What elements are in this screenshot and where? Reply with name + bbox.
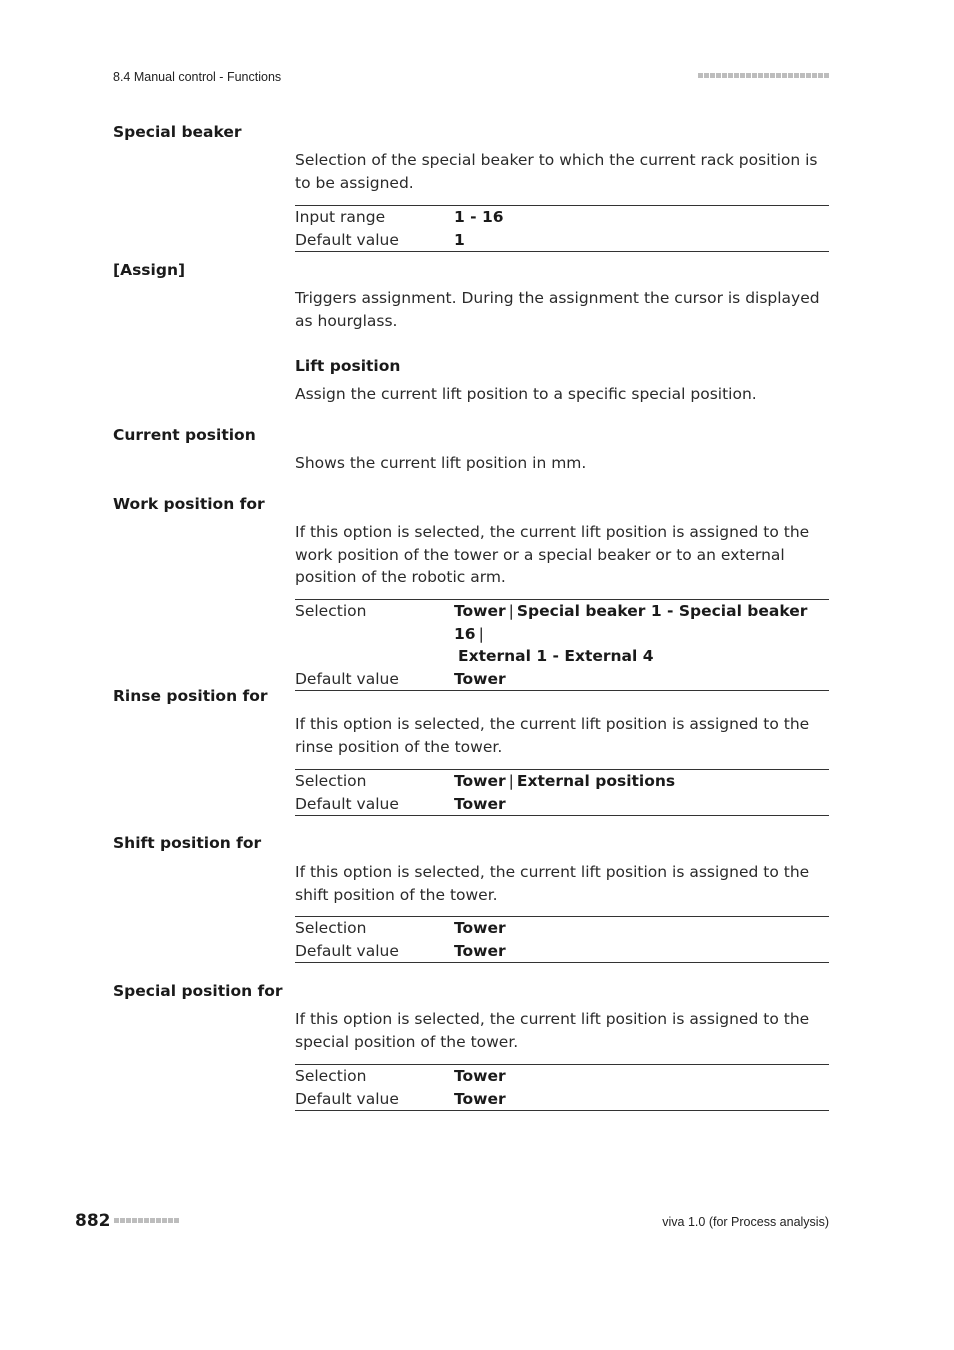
option-tower: Tower (454, 602, 506, 620)
running-header: 8.4 Manual control - Functions (113, 70, 282, 84)
table-row (295, 1088, 829, 1111)
spec-key: Selection (295, 1067, 367, 1085)
page-number: 882 (75, 1211, 111, 1231)
desc-assign: Triggers assignment. During the assignment the cursor is displayed as hourglass. (295, 289, 820, 330)
spec-value: 1 - 16 (454, 208, 504, 226)
term-special-position: Special position for (113, 982, 283, 1000)
spec-value: Tower (454, 919, 506, 937)
desc-special-beaker: Selection of the special beaker to which the current rack position is to be assigned. (295, 151, 818, 192)
spec-key: Default value (295, 941, 399, 960)
term-work-position: Work position for (113, 495, 265, 513)
subheading-lift-position: Lift position (295, 357, 401, 375)
spec-value: Tower (454, 941, 506, 960)
desc-rinse-position: If this option is selected, the current lift position is assigned to the rinse position of the tower. (295, 715, 810, 756)
table-row (295, 770, 829, 793)
spec-table-special-beaker (295, 205, 829, 252)
spec-key: Selection (295, 602, 367, 620)
term-assign: [Assign] (113, 261, 186, 279)
desc-shift-position: If this option is selected, the current lift position is assigned to the shift position of the tower. (295, 863, 810, 904)
option-external-positions: External positions (516, 772, 676, 790)
spec-value: Tower (454, 1067, 506, 1085)
spec-value: Tower (454, 669, 506, 688)
option-separator: | (508, 772, 514, 790)
header-decoration-dots (698, 73, 829, 78)
spec-value: Tower (454, 794, 506, 813)
table-row (295, 917, 829, 940)
desc-work-position: If this option is selected, the current lift position is assigned to the work position of the tower or a special beaker or to an external position of the robotic arm. (295, 523, 810, 586)
term-shift-position: Shift position for (113, 834, 262, 852)
spec-key: Selection (295, 919, 367, 937)
table-row (295, 206, 829, 229)
spec-value: Tower (454, 1089, 506, 1108)
spec-table-special-position (295, 1064, 829, 1111)
spec-value: 1 (454, 230, 465, 249)
option-separator: | (508, 602, 514, 620)
table-row (295, 1065, 829, 1088)
term-special-beaker: Special beaker (113, 123, 242, 141)
spec-table-rinse-position (295, 769, 829, 816)
spec-key: Input range (295, 208, 386, 226)
footer-decoration-dots (114, 1218, 179, 1223)
term-current-position: Current position (113, 426, 256, 444)
option-special-beaker-range: Special beaker 1 - Special beaker 16 (454, 602, 808, 643)
table-row (295, 940, 829, 963)
spec-table-work-position (295, 599, 829, 691)
option-tower: Tower (454, 772, 506, 790)
desc-lift-position: Assign the current lift position to a specific special position. (295, 385, 757, 403)
table-row (295, 229, 829, 252)
desc-special-position: If this option is selected, the current lift position is assigned to the special position of the tower. (295, 1010, 810, 1051)
option-external-range: External 1 - External 4 (458, 647, 654, 665)
option-separator: | (478, 624, 484, 643)
spec-key: Default value (295, 230, 399, 249)
table-row (295, 668, 829, 691)
desc-current-position: Shows the current lift position in mm. (295, 454, 587, 472)
table-row (295, 600, 829, 668)
term-rinse-position: Rinse position for (113, 687, 268, 705)
spec-key: Default value (295, 1089, 399, 1108)
spec-value (454, 600, 829, 668)
spec-table-shift-position (295, 916, 829, 963)
spec-key: Default value (295, 669, 399, 688)
spec-value (454, 770, 829, 793)
product-name: viva 1.0 (for Process analysis) (662, 1215, 829, 1229)
spec-key: Default value (295, 794, 399, 813)
spec-key: Selection (295, 772, 367, 790)
table-row (295, 793, 829, 816)
